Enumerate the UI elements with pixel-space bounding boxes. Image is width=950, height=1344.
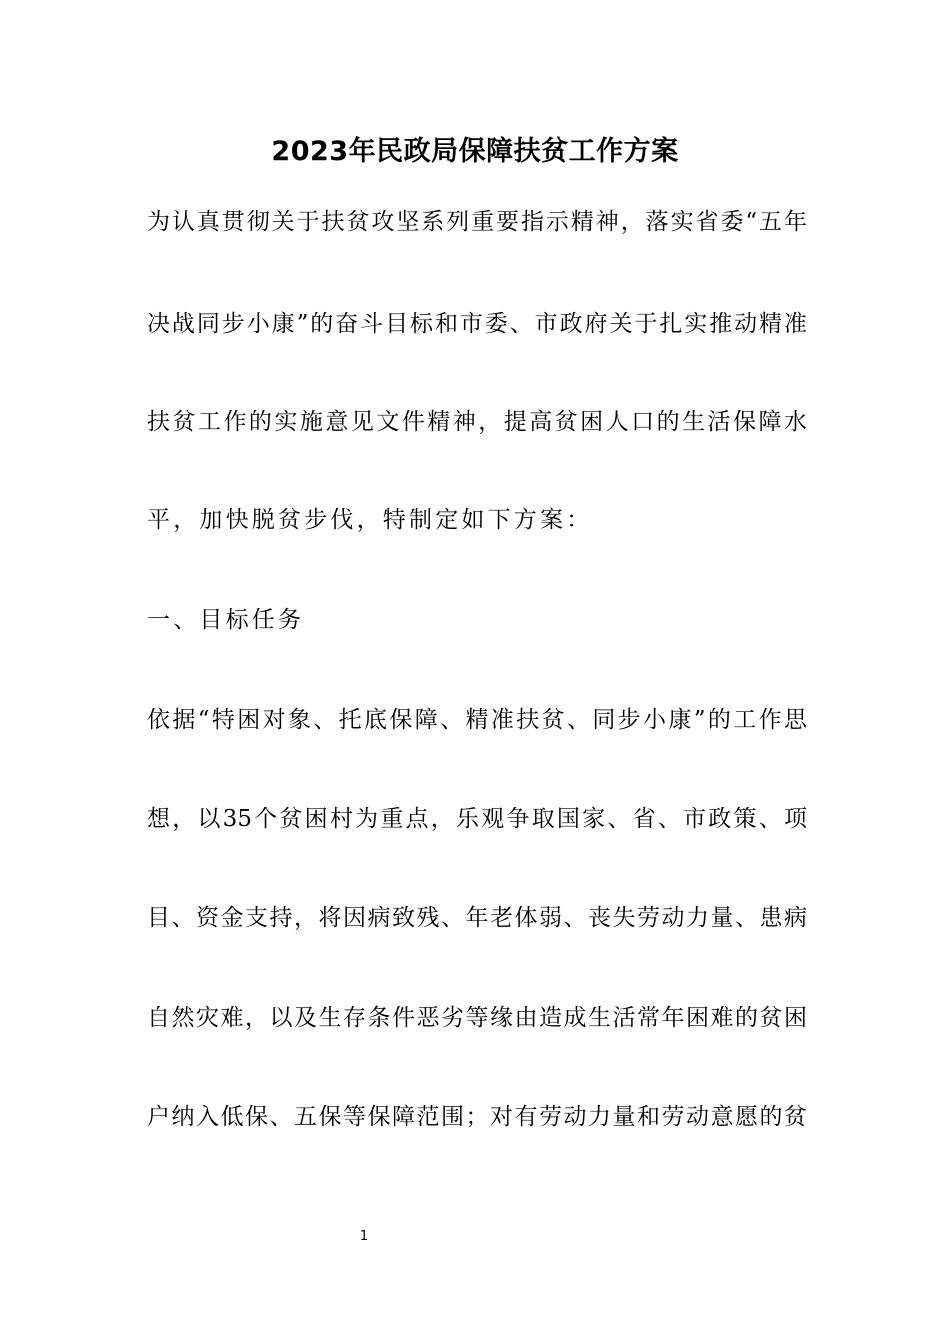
page-number: 1 — [359, 1229, 369, 1244]
paragraph-line: 扶贫工作的实施意见文件精神，提高贫困人口的生活保障水 — [147, 409, 807, 435]
paragraph-line: 决战同步小康”的奋斗目标和市委、市政府关于扎实推动精准 — [147, 311, 807, 337]
section-heading: 一、目标任务 — [147, 607, 305, 633]
paragraph-line: 户纳入低保、五保等保障范围；对有劳动力量和劳动意愿的贫 — [147, 1104, 807, 1130]
paragraph-line: 为认真贯彻关于扶贫攻坚系列重要指示精神，落实省委“五年 — [147, 209, 807, 235]
paragraph-line: 平，加快脱贫步伐，特制定如下方案： — [147, 507, 593, 533]
document-title: 2023年民政局保障扶贫工作方案 — [271, 136, 679, 167]
paragraph-line: 想，以35个贫困村为重点，乐观争取国家、省、市政策、项 — [147, 806, 807, 832]
paragraph-line: 依据“特困对象、托底保障、精准扶贫、同步小康”的工作思 — [147, 707, 807, 733]
paragraph-line: 目、资金支持，将因病致残、年老体弱、丧失劳动力量、患病 — [147, 905, 807, 931]
paragraph-line: 自然灾难，以及生存条件恶劣等缘由造成生活常年困难的贫困 — [147, 1005, 807, 1031]
